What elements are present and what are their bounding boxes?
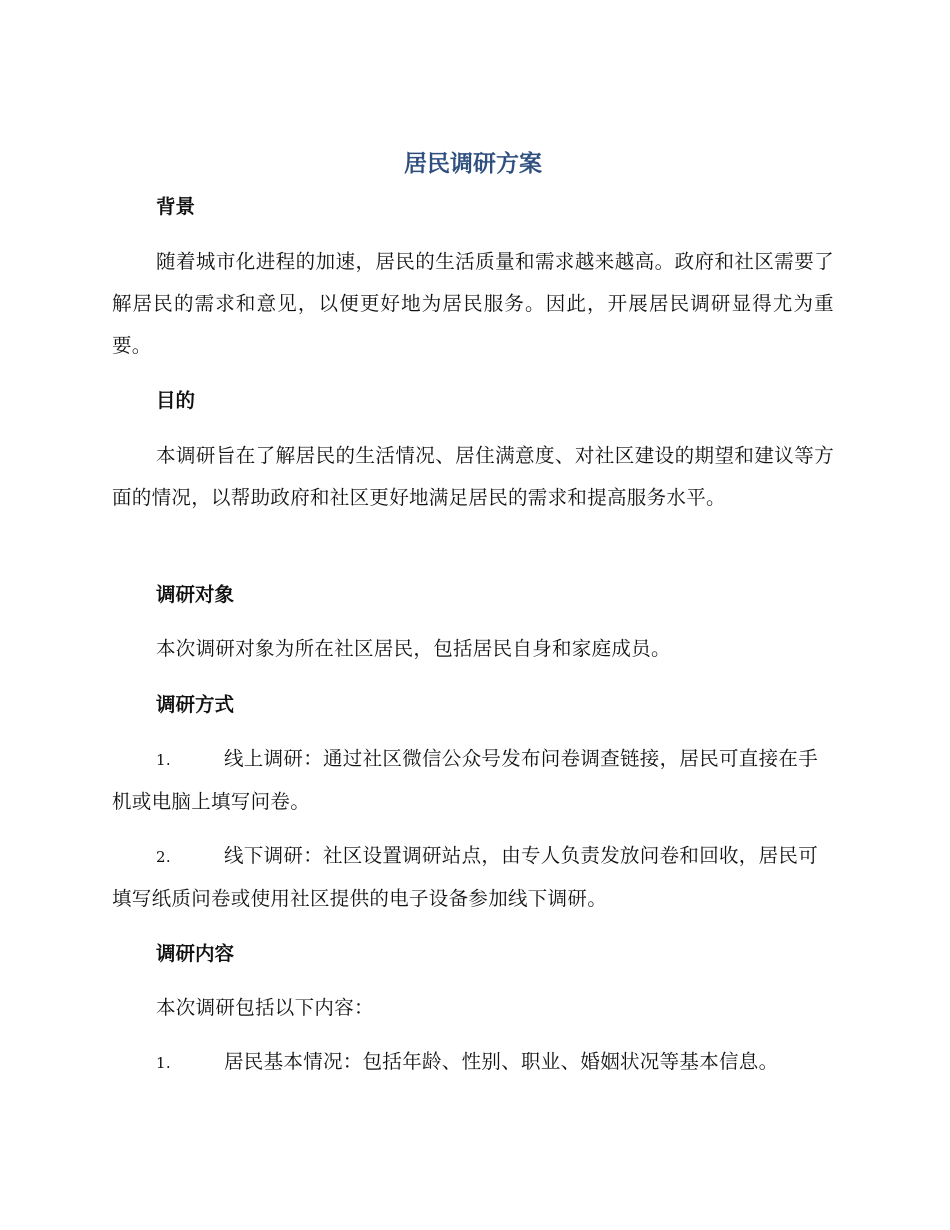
list-item-text: 线下调研：社区设置调研站点，由专人负责发放问卷和回收，居民可填写纸质问卷或使用社区提供的电子设备参加线下调研。 [112,844,819,910]
list-number: 1. [156,1054,171,1072]
list-item [112,738,834,823]
list-item-text: 居民基本情况：包括年龄、性别、职业、婚姻状况等基本信息。 [224,1050,779,1073]
heading-subjects: 调研对象 [156,583,235,606]
paragraph-purpose: 本调研旨在了解居民的生活情况、居住满意度、对社区建设的期望和建议等方面的情况，以帮助政府和社区更好地满足居民的需求和提高服务水平。 [112,444,834,509]
heading-content: 调研内容 [156,942,235,965]
heading-background: 背景 [156,195,196,218]
heading-methods: 调研方式 [156,693,235,716]
list-item [112,1041,834,1084]
list-item [112,835,834,920]
paragraph-content-intro: 本次调研包括以下内容： [156,996,374,1019]
document-title: 居民调研方案 [404,151,542,177]
list-item-text: 线上调研：通过社区微信公众号发布问卷调查链接，居民可直接在手机或电脑上填写问卷。 [112,747,819,813]
list-number: 2. [156,848,171,866]
heading-purpose: 目的 [156,389,196,412]
paragraph-subjects: 本次调研对象为所在社区居民，包括居民自身和家庭成员。 [156,637,671,660]
list-number: 1. [156,751,171,769]
paragraph-background: 随着城市化进程的加速，居民的生活质量和需求越来越高。政府和社区需要了解居民的需求和意见，以便更好地为居民服务。因此，开展居民调研显得尤为重要。 [112,250,834,357]
